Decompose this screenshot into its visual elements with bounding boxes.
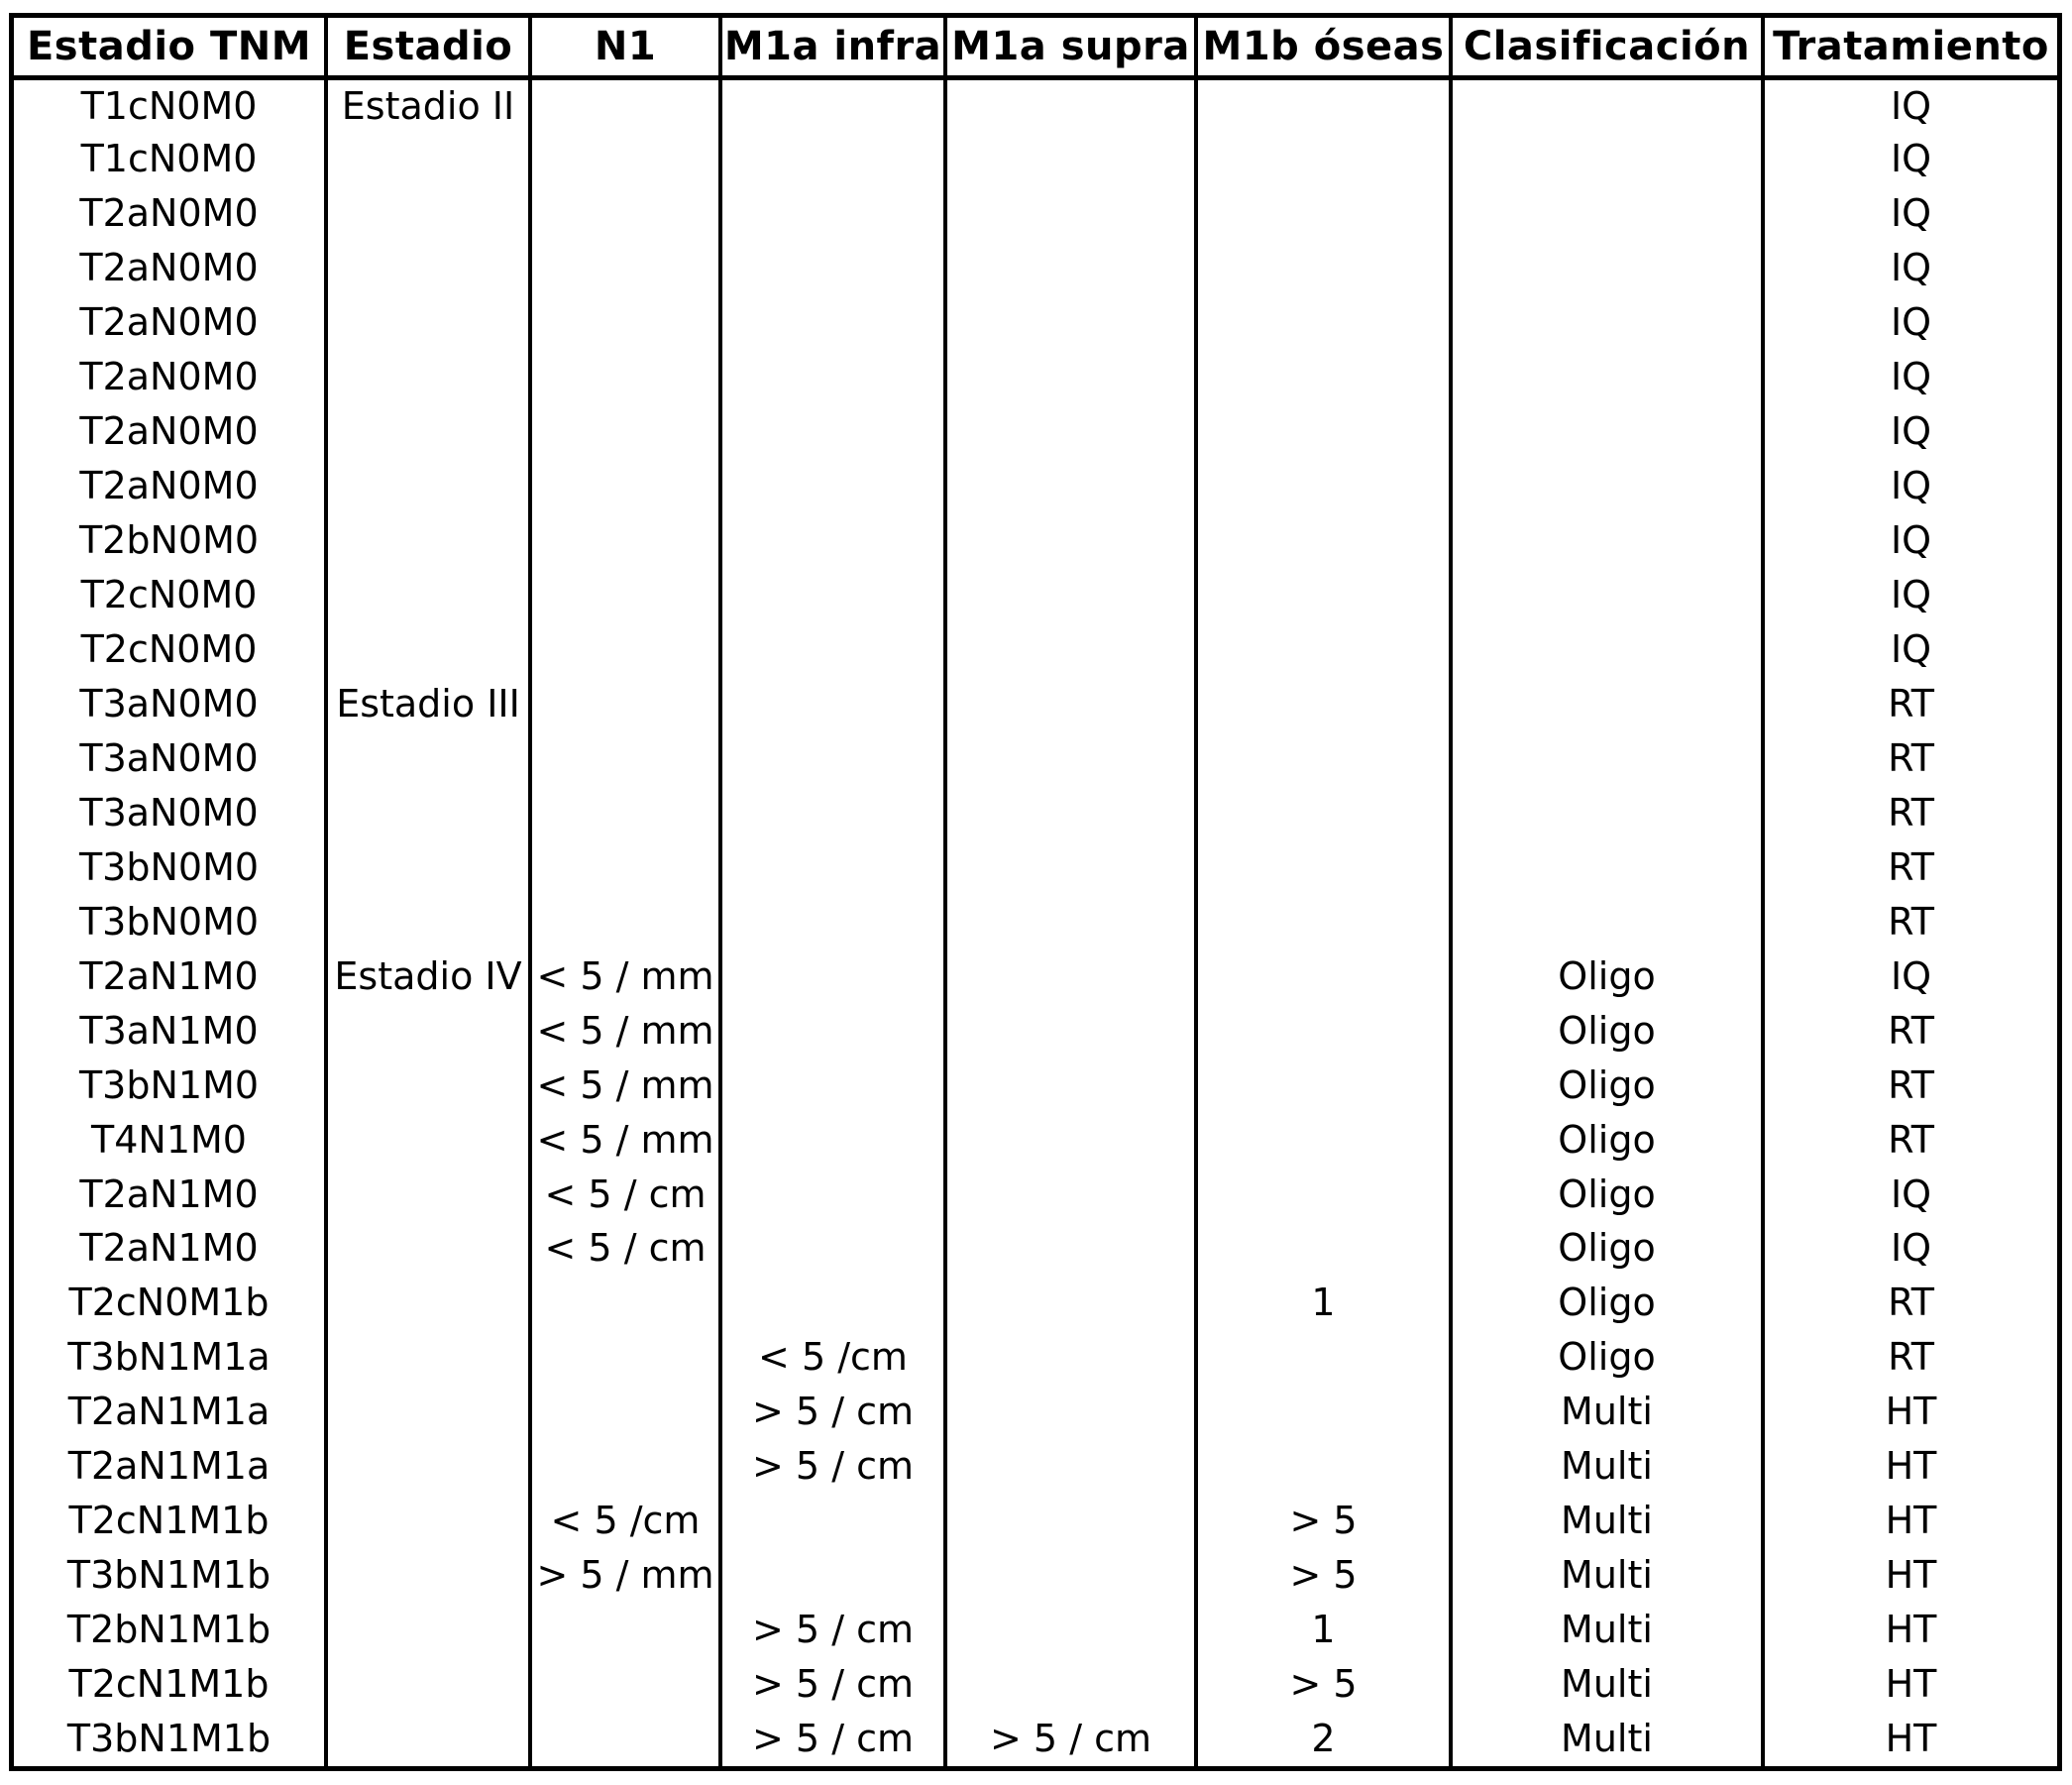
cell-clasificacion: Oligo	[1451, 1003, 1763, 1058]
cell-m1a-infra	[720, 622, 945, 677]
cell-m1a-supra	[945, 132, 1196, 186]
table-row	[14, 839, 2057, 894]
cell-m1a-supra	[945, 459, 1196, 513]
cell-estadio	[326, 730, 530, 785]
cell-n1	[530, 785, 720, 839]
cell-estadio	[326, 785, 530, 839]
cell-estadio-tnm: T2bN1M1b	[14, 1603, 326, 1657]
cell-tratamiento: HT	[1763, 1548, 2057, 1603]
cell-m1b-oseas	[1196, 295, 1451, 350]
cell-n1: < 5 / mm	[530, 1003, 720, 1058]
cell-m1b-oseas	[1196, 1385, 1451, 1439]
cell-m1a-infra: < 5 /cm	[720, 1330, 945, 1385]
table-row	[14, 404, 2057, 459]
cell-m1b-oseas	[1196, 1058, 1451, 1112]
cell-estadio: Estadio IV	[326, 948, 530, 1003]
table-row	[14, 1385, 2057, 1439]
table-row	[14, 622, 2057, 677]
cell-m1a-infra: > 5 / cm	[720, 1439, 945, 1494]
cell-m1a-supra	[945, 404, 1196, 459]
table-row	[14, 948, 2057, 1003]
cell-clasificacion	[1451, 186, 1763, 241]
cell-m1a-supra	[945, 894, 1196, 948]
cell-estadio-tnm: T1cN0M0	[14, 77, 326, 132]
cell-m1a-supra	[945, 350, 1196, 404]
cell-estadio	[326, 404, 530, 459]
cell-estadio-tnm: T2cN1M1b	[14, 1657, 326, 1712]
cell-estadio-tnm: T4N1M0	[14, 1112, 326, 1167]
cell-n1	[530, 676, 720, 730]
cell-clasificacion: Multi	[1451, 1603, 1763, 1657]
header-row	[14, 18, 2057, 77]
cell-m1a-supra	[945, 1330, 1196, 1385]
cell-estadio	[326, 894, 530, 948]
cell-m1a-infra: > 5 / cm	[720, 1385, 945, 1439]
cell-m1a-infra	[720, 839, 945, 894]
cell-estadio-tnm: T2aN0M0	[14, 350, 326, 404]
cell-n1: < 5 / mm	[530, 1112, 720, 1167]
cell-m1a-infra	[720, 295, 945, 350]
cell-n1	[530, 350, 720, 404]
cell-estadio-tnm: T3bN0M0	[14, 894, 326, 948]
cell-clasificacion: Oligo	[1451, 1167, 1763, 1221]
cell-n1	[530, 568, 720, 622]
cell-clasificacion	[1451, 77, 1763, 132]
cell-tratamiento: IQ	[1763, 350, 2057, 404]
cell-tratamiento: IQ	[1763, 568, 2057, 622]
table-row	[14, 730, 2057, 785]
cell-m1a-infra	[720, 568, 945, 622]
cell-clasificacion: Multi	[1451, 1548, 1763, 1603]
cell-estadio-tnm: T2cN0M0	[14, 622, 326, 677]
cell-estadio: Estadio III	[326, 676, 530, 730]
cell-m1a-supra	[945, 948, 1196, 1003]
cell-n1: < 5 / mm	[530, 1058, 720, 1112]
cell-m1b-oseas	[1196, 1167, 1451, 1221]
cell-m1b-oseas	[1196, 1112, 1451, 1167]
cell-estadio	[326, 1058, 530, 1112]
table-row	[14, 459, 2057, 513]
cell-estadio	[326, 1494, 530, 1548]
cell-tratamiento: RT	[1763, 676, 2057, 730]
cell-clasificacion	[1451, 241, 1763, 295]
cell-estadio-tnm: T2aN1M0	[14, 1221, 326, 1276]
cell-m1a-infra	[720, 1058, 945, 1112]
cell-estadio-tnm: T2aN1M0	[14, 1167, 326, 1221]
cell-clasificacion: Oligo	[1451, 948, 1763, 1003]
cell-n1	[530, 1330, 720, 1385]
cell-clasificacion: Multi	[1451, 1439, 1763, 1494]
cell-clasificacion: Multi	[1451, 1385, 1763, 1439]
table-row	[14, 132, 2057, 186]
cell-estadio-tnm: T2aN0M0	[14, 241, 326, 295]
cell-m1b-oseas	[1196, 241, 1451, 295]
cell-m1a-infra	[720, 404, 945, 459]
cell-m1a-supra	[945, 568, 1196, 622]
cell-tratamiento: HT	[1763, 1439, 2057, 1494]
cell-m1a-infra	[720, 1112, 945, 1167]
cell-m1b-oseas	[1196, 186, 1451, 241]
cell-m1b-oseas	[1196, 459, 1451, 513]
table-row	[14, 1003, 2057, 1058]
cell-estadio	[326, 459, 530, 513]
cell-m1a-supra	[945, 839, 1196, 894]
header-estadio: Estadio	[326, 18, 530, 77]
cell-m1b-oseas	[1196, 676, 1451, 730]
cell-n1	[530, 77, 720, 132]
cell-m1a-infra	[720, 77, 945, 132]
cell-estadio	[326, 1221, 530, 1276]
cell-tratamiento: IQ	[1763, 132, 2057, 186]
cell-m1b-oseas	[1196, 622, 1451, 677]
cell-n1	[530, 186, 720, 241]
cell-tratamiento: RT	[1763, 1276, 2057, 1330]
cell-m1a-infra	[720, 1494, 945, 1548]
cell-estadio	[326, 132, 530, 186]
cell-tratamiento: HT	[1763, 1603, 2057, 1657]
cell-tratamiento: RT	[1763, 1003, 2057, 1058]
cell-estadio-tnm: T3bN1M0	[14, 1058, 326, 1112]
cell-m1b-oseas	[1196, 513, 1451, 568]
cell-tratamiento: IQ	[1763, 1221, 2057, 1276]
cell-m1b-oseas	[1196, 1003, 1451, 1058]
cell-tratamiento: RT	[1763, 839, 2057, 894]
cell-m1a-infra	[720, 350, 945, 404]
cell-clasificacion	[1451, 513, 1763, 568]
cell-estadio	[326, 839, 530, 894]
cell-estadio	[326, 1167, 530, 1221]
cell-estadio-tnm: T2aN1M1a	[14, 1439, 326, 1494]
cell-estadio	[326, 350, 530, 404]
cell-m1a-supra	[945, 1167, 1196, 1221]
cell-n1: < 5 / cm	[530, 1167, 720, 1221]
table-row	[14, 894, 2057, 948]
cell-m1a-supra: > 5 / cm	[945, 1712, 1196, 1766]
cell-tratamiento: IQ	[1763, 1167, 2057, 1221]
cell-tratamiento: IQ	[1763, 459, 2057, 513]
cell-clasificacion	[1451, 730, 1763, 785]
cell-clasificacion	[1451, 839, 1763, 894]
cell-estadio: Estadio II	[326, 77, 530, 132]
cell-estadio-tnm: T3bN1M1b	[14, 1712, 326, 1766]
staging-table-frame	[9, 13, 2062, 1771]
table-row	[14, 785, 2057, 839]
table-row	[14, 513, 2057, 568]
cell-clasificacion	[1451, 785, 1763, 839]
cell-tratamiento: RT	[1763, 1058, 2057, 1112]
cell-m1b-oseas	[1196, 404, 1451, 459]
cell-tratamiento: IQ	[1763, 404, 2057, 459]
cell-m1b-oseas: > 5	[1196, 1548, 1451, 1603]
cell-m1b-oseas	[1196, 77, 1451, 132]
cell-m1b-oseas: 2	[1196, 1712, 1451, 1766]
cell-tratamiento: RT	[1763, 1330, 2057, 1385]
cell-m1b-oseas	[1196, 132, 1451, 186]
table-row	[14, 295, 2057, 350]
cell-m1a-infra	[720, 676, 945, 730]
cell-m1a-infra	[720, 785, 945, 839]
cell-tratamiento: IQ	[1763, 295, 2057, 350]
table-row	[14, 1439, 2057, 1494]
table-row	[14, 186, 2057, 241]
cell-n1	[530, 622, 720, 677]
table-row	[14, 1167, 2057, 1221]
cell-clasificacion: Oligo	[1451, 1058, 1763, 1112]
cell-m1b-oseas	[1196, 568, 1451, 622]
cell-m1b-oseas	[1196, 894, 1451, 948]
cell-clasificacion	[1451, 894, 1763, 948]
cell-estadio-tnm: T3aN0M0	[14, 785, 326, 839]
cell-n1: > 5 / mm	[530, 1548, 720, 1603]
table-row	[14, 77, 2057, 132]
cell-tratamiento: RT	[1763, 1112, 2057, 1167]
cell-estadio-tnm: T2cN0M1b	[14, 1276, 326, 1330]
cell-estadio	[326, 295, 530, 350]
header-tratamiento: Tratamiento	[1763, 18, 2057, 77]
cell-m1a-supra	[945, 785, 1196, 839]
cell-estadio-tnm: T3bN1M1b	[14, 1548, 326, 1603]
table-row	[14, 1330, 2057, 1385]
cell-clasificacion	[1451, 568, 1763, 622]
cell-estadio	[326, 1439, 530, 1494]
table-row	[14, 1657, 2057, 1712]
cell-estadio-tnm: T2aN0M0	[14, 295, 326, 350]
cell-n1	[530, 1439, 720, 1494]
cell-estadio	[326, 1112, 530, 1167]
cell-m1b-oseas	[1196, 1439, 1451, 1494]
cell-clasificacion: Oligo	[1451, 1330, 1763, 1385]
cell-m1a-supra	[945, 295, 1196, 350]
cell-m1b-oseas: > 5	[1196, 1657, 1451, 1712]
cell-estadio	[326, 1276, 530, 1330]
cell-m1b-oseas: 1	[1196, 1276, 1451, 1330]
cell-m1a-supra	[945, 1221, 1196, 1276]
cell-n1	[530, 730, 720, 785]
cell-tratamiento: RT	[1763, 730, 2057, 785]
cell-estadio-tnm: T3aN0M0	[14, 730, 326, 785]
cell-estadio-tnm: T3aN0M0	[14, 676, 326, 730]
cell-n1	[530, 459, 720, 513]
cell-n1	[530, 513, 720, 568]
table-row	[14, 568, 2057, 622]
cell-estadio-tnm: T1cN0M0	[14, 132, 326, 186]
cell-m1a-infra	[720, 1003, 945, 1058]
cell-m1a-infra	[720, 948, 945, 1003]
cell-m1b-oseas	[1196, 350, 1451, 404]
cell-m1a-supra	[945, 1439, 1196, 1494]
cell-m1a-infra	[720, 241, 945, 295]
cell-n1	[530, 1385, 720, 1439]
cell-estadio	[326, 1003, 530, 1058]
cell-n1: < 5 /cm	[530, 1494, 720, 1548]
cell-m1a-supra	[945, 186, 1196, 241]
cell-m1a-supra	[945, 1112, 1196, 1167]
cell-estadio	[326, 1548, 530, 1603]
table-body	[14, 77, 2057, 1766]
cell-estadio-tnm: T2cN1M1b	[14, 1494, 326, 1548]
cell-tratamiento: HT	[1763, 1712, 2057, 1766]
cell-n1	[530, 894, 720, 948]
cell-m1a-infra	[720, 1221, 945, 1276]
cell-tratamiento: HT	[1763, 1385, 2057, 1439]
table-row	[14, 1494, 2057, 1548]
cell-clasificacion: Oligo	[1451, 1276, 1763, 1330]
cell-n1	[530, 1603, 720, 1657]
cell-m1a-infra	[720, 1276, 945, 1330]
cell-estadio	[326, 622, 530, 677]
cell-m1b-oseas	[1196, 1330, 1451, 1385]
cell-clasificacion: Multi	[1451, 1712, 1763, 1766]
cell-n1	[530, 1657, 720, 1712]
cell-clasificacion: Oligo	[1451, 1112, 1763, 1167]
cell-m1b-oseas: > 5	[1196, 1494, 1451, 1548]
cell-m1a-infra: > 5 / cm	[720, 1657, 945, 1712]
cell-tratamiento: RT	[1763, 785, 2057, 839]
cell-estadio	[326, 241, 530, 295]
cell-estadio-tnm: T3bN0M0	[14, 839, 326, 894]
cell-m1b-oseas	[1196, 948, 1451, 1003]
cell-m1a-infra	[720, 459, 945, 513]
cell-m1b-oseas	[1196, 839, 1451, 894]
cell-clasificacion: Oligo	[1451, 1221, 1763, 1276]
cell-m1a-infra: > 5 / cm	[720, 1603, 945, 1657]
cell-estadio-tnm: T2cN0M0	[14, 568, 326, 622]
cell-m1a-infra: > 5 / cm	[720, 1712, 945, 1766]
table-row	[14, 1276, 2057, 1330]
cell-m1b-oseas	[1196, 785, 1451, 839]
cell-m1a-supra	[945, 513, 1196, 568]
cell-estadio	[326, 1330, 530, 1385]
cell-estadio	[326, 186, 530, 241]
cell-n1	[530, 1712, 720, 1766]
cell-tratamiento: IQ	[1763, 186, 2057, 241]
cell-m1a-infra	[720, 186, 945, 241]
cell-m1a-supra	[945, 1385, 1196, 1439]
cell-m1a-supra	[945, 730, 1196, 785]
header-m1a-supra: M1a supra	[945, 18, 1196, 77]
header-clasificacion: Clasificación	[1451, 18, 1763, 77]
cell-estadio-tnm: T2aN0M0	[14, 404, 326, 459]
cell-tratamiento: HT	[1763, 1657, 2057, 1712]
cell-m1a-supra	[945, 241, 1196, 295]
cell-m1a-supra	[945, 77, 1196, 132]
cell-estadio-tnm: T2bN0M0	[14, 513, 326, 568]
cell-estadio-tnm: T3bN1M1a	[14, 1330, 326, 1385]
cell-clasificacion	[1451, 350, 1763, 404]
cell-clasificacion	[1451, 459, 1763, 513]
header-m1b-oseas: M1b óseas	[1196, 18, 1451, 77]
cell-clasificacion	[1451, 132, 1763, 186]
cell-n1	[530, 241, 720, 295]
cell-n1	[530, 404, 720, 459]
cell-m1b-oseas	[1196, 1221, 1451, 1276]
table-row	[14, 1112, 2057, 1167]
cell-tratamiento: IQ	[1763, 513, 2057, 568]
cell-m1a-supra	[945, 1494, 1196, 1548]
cell-n1	[530, 132, 720, 186]
cell-tratamiento: IQ	[1763, 77, 2057, 132]
cell-n1	[530, 295, 720, 350]
table-row	[14, 241, 2057, 295]
cell-m1a-supra	[945, 1003, 1196, 1058]
cell-estadio-tnm: T2aN1M1a	[14, 1385, 326, 1439]
table-row	[14, 1221, 2057, 1276]
table-row	[14, 1058, 2057, 1112]
cell-n1: < 5 / mm	[530, 948, 720, 1003]
cell-estadio	[326, 1603, 530, 1657]
cell-n1: < 5 / cm	[530, 1221, 720, 1276]
header-estadio-tnm: Estadio TNM	[14, 18, 326, 77]
cell-clasificacion	[1451, 622, 1763, 677]
cell-m1a-infra	[720, 894, 945, 948]
cell-tratamiento: RT	[1763, 894, 2057, 948]
cell-estadio-tnm: T2aN1M0	[14, 948, 326, 1003]
cell-estadio	[326, 1712, 530, 1766]
cell-m1a-supra	[945, 1548, 1196, 1603]
cell-estadio-tnm: T2aN0M0	[14, 459, 326, 513]
cell-clasificacion: Multi	[1451, 1494, 1763, 1548]
cell-m1a-supra	[945, 1657, 1196, 1712]
cell-estadio	[326, 1657, 530, 1712]
cell-estadio-tnm: T2aN0M0	[14, 186, 326, 241]
cell-m1a-infra	[720, 132, 945, 186]
cell-m1a-supra	[945, 676, 1196, 730]
cell-tratamiento: HT	[1763, 1494, 2057, 1548]
cell-estadio	[326, 568, 530, 622]
cell-clasificacion	[1451, 676, 1763, 730]
header-m1a-infra: M1a infra	[720, 18, 945, 77]
cell-clasificacion: Multi	[1451, 1657, 1763, 1712]
cell-m1a-infra	[720, 513, 945, 568]
cell-clasificacion	[1451, 404, 1763, 459]
header-n1: N1	[530, 18, 720, 77]
table-row	[14, 676, 2057, 730]
table-row	[14, 1712, 2057, 1766]
cell-m1a-supra	[945, 622, 1196, 677]
staging-table	[14, 18, 2057, 1766]
table-row	[14, 1548, 2057, 1603]
cell-m1a-supra	[945, 1058, 1196, 1112]
cell-m1a-infra	[720, 730, 945, 785]
table-row	[14, 1603, 2057, 1657]
cell-m1a-infra	[720, 1548, 945, 1603]
cell-n1	[530, 839, 720, 894]
cell-tratamiento: IQ	[1763, 948, 2057, 1003]
cell-n1	[530, 1276, 720, 1330]
cell-m1b-oseas	[1196, 730, 1451, 785]
cell-m1b-oseas: 1	[1196, 1603, 1451, 1657]
cell-m1a-supra	[945, 1603, 1196, 1657]
cell-estadio-tnm: T3aN1M0	[14, 1003, 326, 1058]
cell-estadio	[326, 513, 530, 568]
table-row	[14, 350, 2057, 404]
cell-tratamiento: IQ	[1763, 241, 2057, 295]
cell-tratamiento: IQ	[1763, 622, 2057, 677]
cell-estadio	[326, 1385, 530, 1439]
cell-m1a-supra	[945, 1276, 1196, 1330]
cell-m1a-infra	[720, 1167, 945, 1221]
cell-clasificacion	[1451, 295, 1763, 350]
